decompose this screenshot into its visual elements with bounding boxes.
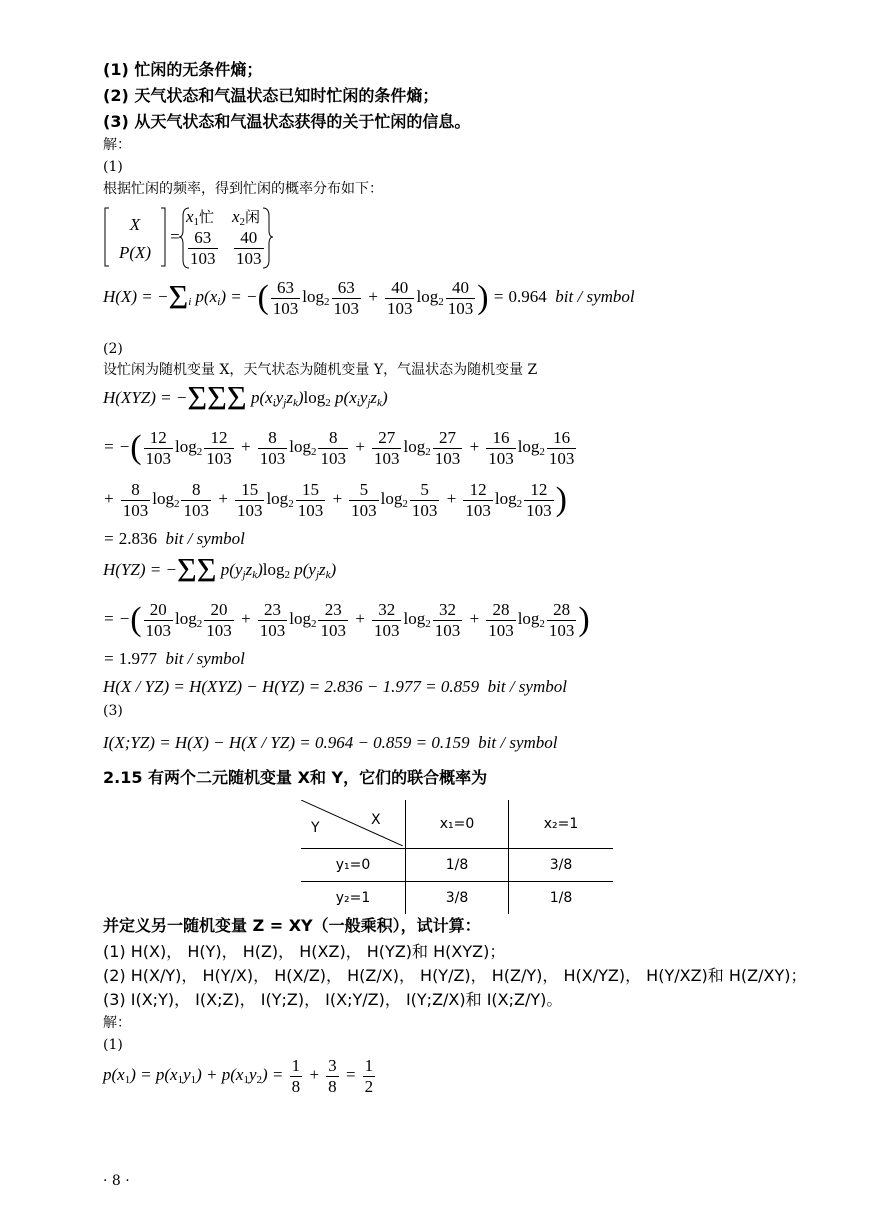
calc-item-2: (2) H(X/Y)， H(Y/X)， H(X/Z)， H(Z/X)， H(Y/Z)， H(Z/Y)， H(X/YZ)， H(Y/XZ)和 H(Z/XY)； — [103, 966, 807, 985]
part-2-label: (2) — [103, 341, 123, 357]
part-3-label: (3) — [103, 703, 123, 719]
px1-equation: $p(x_1) = p(x_1y_1) + p(x_1y_2)$ = $\frac{1}{8}$ + $\frac{3}{8}$ = $\frac{1}{2}$ — [103, 1056, 374, 1096]
hxyz-definition: H(XYZ) = −ΣΣΣ $p(xiyjzk)\log_2$ p(xiyjzk) — [103, 380, 388, 417]
matrix-x2: $x_2$闲 — [232, 207, 261, 228]
solution-label-2: 解： — [103, 1015, 131, 1031]
corner-y: Y — [311, 820, 320, 836]
calc-item-1: (1) H(X)， H(Y)， H(Z)， H(XZ)， H(YZ)和 H(XYZ)； — [103, 942, 506, 961]
svg-text:=: = — [169, 227, 181, 246]
prob-dist-text: 根据忙闲的频率，得到忙闲的概率分布如下： — [103, 181, 383, 197]
solution-label: 解： — [103, 137, 131, 153]
table-row: y₂=1 3/8 1/8 — [301, 882, 613, 915]
hyz-row: = −( $\frac{20}{103}$ $\log_2$ $\frac{20}{103}$ + $\frac{23}{103}$ $\log_2$ $\frac{23}{103}$ + $\frac{32}{103}$ $\log_2$ $\frac{32}{103}$ + $\frac{28}{103}$ $\log_2$ $\frac{28}{103}$ ) — [103, 600, 590, 640]
hxyz-result: = 2.836 bit / symbol — [103, 529, 245, 548]
joint-prob-table — [301, 800, 613, 914]
matrix-p2: $\frac{40}{103}$ — [236, 228, 262, 268]
matrix-bot: P(X) — [118, 243, 152, 262]
define-line: 并定义另一随机变量 Z = XY（一般乘积），试计算： — [103, 916, 481, 935]
question-1: (1) 忙闲的无条件熵； — [103, 60, 263, 79]
part-1-label: (1) — [103, 159, 123, 175]
corner-x: X — [371, 812, 381, 828]
question-3: (3) 从天气状态和气温状态获得的关于忙闲的信息。 — [103, 112, 471, 131]
problem-2-15: 2.15 有两个二元随机变量 X和 Y，它们的联合概率为 — [103, 768, 488, 787]
question-2: (2) 天气状态和气温状态已知时忙闲的条件熵； — [103, 86, 439, 105]
col-header-1: x₁=0 — [406, 800, 509, 849]
matrix-top: X — [129, 215, 141, 234]
hxyz-row2: + $\frac{8}{103}$ $\log_2$ $\frac{8}{103}$ + $\frac{15}{103}$ $\log_2$ $\frac{15}{103}$ + $\frac{5}{103}$ $\log_2$ $\frac{5}{103}$ + $\frac{12}{103}$ $\log_2$ $\frac{12}{103}$ ) — [103, 480, 567, 520]
mutual-info: I(X;YZ) = H(X) − H(X / YZ) = 0.964 − 0.859 = 0.159 bit / symbol — [103, 733, 558, 752]
table-row: y₁=0 1/8 3/8 — [301, 849, 613, 882]
col-header-2: x₂=1 — [509, 800, 614, 849]
page-number: · 8 · — [103, 1173, 130, 1189]
part-1b-label: (1) — [103, 1037, 123, 1053]
cond-entropy: H(X / YZ) = H(XYZ) − H(YZ) = 2.836 − 1.977 = 0.859 bit / symbol — [103, 677, 567, 696]
hyz-definition: H(YZ) = −ΣΣ $p(yjzk)\log_2$ p(yjzk) — [103, 552, 337, 589]
table-corner — [301, 800, 406, 849]
calc-item-3: (3) I(X;Y)， I(X;Z)， I(Y;Z)， I(X;Y/Z)， I(Y;Z/X)和 I(X;Z/Y)。 — [103, 990, 563, 1009]
hxyz-row1: = −( $\frac{12}{103}$ $\log_2$ $\frac{12}{103}$ + $\frac{8}{103}$ $\log_2$ $\frac{8}{103}$ + $\frac{27}{103}$ $\log_2$ $\frac{27}{103}$ + $\frac{16}{103}$ $\log_2$ $\frac{16}{103}$ — [103, 428, 575, 468]
hyz-result: = 1.977 bit / symbol — [103, 649, 245, 668]
vars-text: 设忙闲为随机变量 X，天气状态为随机变量 Y，气温状态为随机变量 Z — [103, 362, 538, 378]
hx-equation: H(X) = −Σi p(xi) = −( $\frac{63}{103}$ $\log_2$ $\frac{63}{103}$ + $\frac{40}{103}$ $\log_2$ $\frac{40}{103}$ ) = 0.964 bit / symbol — [103, 278, 635, 318]
matrix-x1: $x_1$忙 — [186, 207, 215, 228]
matrix-p1: $\frac{63}{103}$ — [190, 228, 216, 268]
